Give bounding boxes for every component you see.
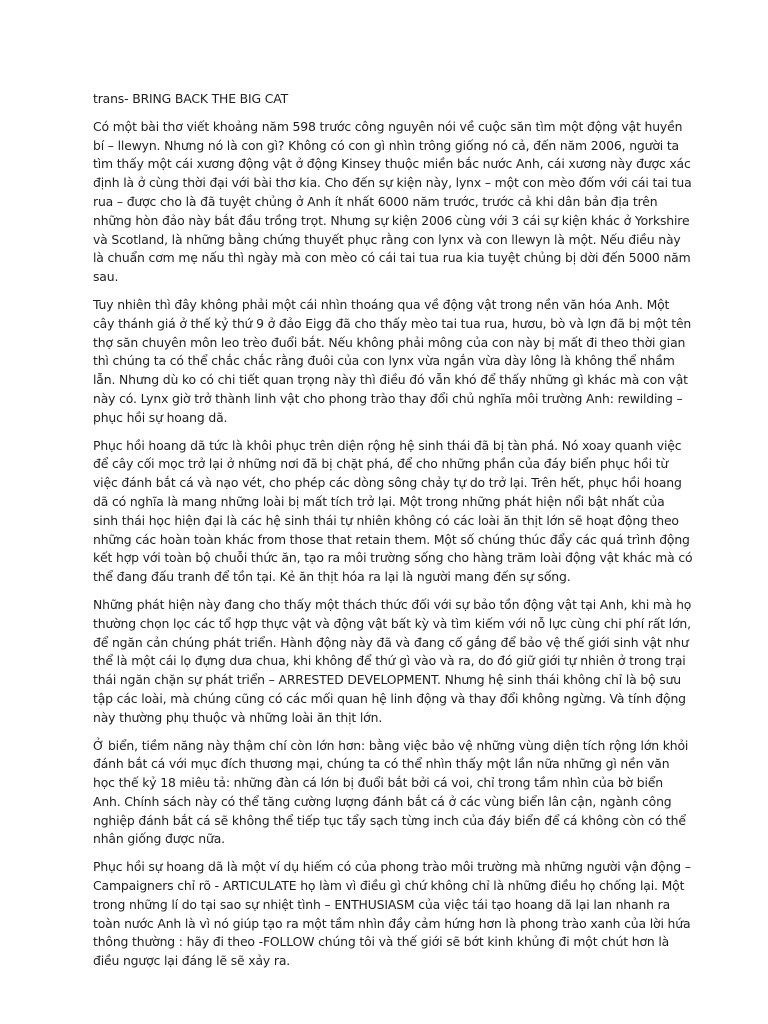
- paragraph-1: Có một bài thơ viết khoảng năm 598 trước công nguyên nói về cuộc săn tìm một động vật huyền bí – llewyn. Nhưng nó là con gì? Không có con gì nhìn trông giống nó cả, đến năm 2006, người ta tìm thấy một cái xương động vật ở động Kinsey thuộc miền bắc nước Anh, cái xương này được xác định là ở cùng thời đại với bài thơ kia. Cho đến sự kiện này, lynx – một con mèo đốm với cái tai tua rua – được cho là đã tuyệt chủng ở Anh ít nhất 6000 năm trước, trước cả khi dân bản địa trên những hòn đảo này bắt đầu trồng trọt. Nhưng sự kiện 2006 cùng với 3 cái sự kiện khác ở Yorkshire và Scotland, là những bằng chứng thuyết phục rằng con lynx và con llewyn là một. Nếu điều này là chuẩn cơm mẹ nấu thì ngày mà con mèo có cái tai tua rua kia tuyệt chủng bị dời đến 5000 năm sau.: [93, 118, 692, 285]
- paragraph-5: Ở biển, tiềm năng này thậm chí còn lớn hơn: bằng việc bảo vệ những vùng diện tích rộng lớn khỏi đánh bắt cá với mục đích thương mại, chúng ta có thể nhìn thấy một lần nữa những gì nền văn học thế kỷ 18 miêu tả: những đàn cá lớn bị đuổi bắt bởi cá voi, chỉ trong tầm nhìn của bờ biển Anh. Chính sách này có thể tăng cường lượng đánh bắt cá ở các vùng biển lân cận, ngành công nghiệp đánh bắt cá sẽ không thể tiếp tục tẩy sạch từng inch của đáy biển để cá không còn có thể nhân giống được nữa.: [93, 737, 689, 847]
- paragraph-6: Phục hồi sự hoang dã là một ví dụ hiếm có của phong trào môi trường mà những người vận động – Campaigners chỉ rõ - ARTICULATE họ làm vì điều gì chứ không chỉ là những điều họ chống lại. Một trong những lí do tại sao sự nhiệt tình – ENTHUSIASM của việc tái tạo hoang dã lại lan nhanh ra toàn nước Anh là vì nó giúp tạo ra một tầm nhìn đầy cảm hứng hơn là phong trào xanh của lời hứa thông thường : hãy đi theo -FOLLOW chúng tôi và thế giới sẽ bớt kinh khủng đi một chút hơn là điều ngược lại đáng lẽ sẽ xảy ra.: [93, 859, 691, 969]
- paragraph-2: Tuy nhiên thì đây không phải một cái nhìn thoáng qua về động vật trong nền văn hóa Anh. Một cây thánh giá ở thế kỷ thứ 9 ở đảo Eigg đã cho thấy mèo tai tua rua, hươu, bò và lợn đã bị một tên thợ săn chuyên môn leo trèo đuổi bắt. Nếu không phải mông của con này bị mất đi theo thời gian thì chúng ta có thể chắc chắc rằng đuôi của con lynx vừa ngắn vừa dày lông là không thể nhầm lẫn. Nhưng dù ko có chi tiết quan trọng này thì điều đó vẫn khó để thấy những gì khác mà con vật này có. Lynx giờ trở thành linh vật cho phong trào thay đổi chủ nghĩa môi trường Anh: rewilding – phục hồi sự hoang dã.: [93, 296, 692, 425]
- document-page: [93, 90, 693, 980]
- paragraph-3: Phục hồi hoang dã tức là khôi phục trên diện rộng hệ sinh thái đã bị tàn phá. Nó xoay quanh việc để cây cối mọc trở lại ở những nơi đã bị chặt phá, để cho những phần của đáy biển phục hồi từ việc đánh bắt cá và nạo vét, cho phép các dòng sông chảy tự do trở lại. Trên hết, phục hồi hoang dã có nghĩa là mang những loài bị mất tích trở lại. Một trong những phát hiện nổi bật nhất của sinh thái học hiện đại là các hệ sinh thái tự nhiên không có các loài ăn thịt lớn sẽ hoạt động theo những các hoàn toàn khác from those that retain them. Một số chúng thúc đẩy các quá trình động kết hợp với toàn bộ chuỗi thức ăn, tạo ra môi trường sống cho hàng trăm loài động vật khác mà có thể đang đấu tranh để tồn tại. Kẻ ăn thịt hóa ra lại là người mang đến sự sống.: [93, 437, 693, 585]
- document-title: trans- BRING BACK THE BIG CAT: [93, 91, 289, 106]
- paragraph-4: Những phát hiện này đang cho thấy một thách thức đối với sự bảo tồn động vật tại Anh, khi mà họ thường chọn lọc các tổ hợp thực vật và động vật bất kỳ và tìm kiếm với nỗ lực cùng chi phí rất lớn, để ngăn cản chúng phát triển. Hành động này đã và đang cố gắng để bảo vệ thế giới sinh vật như thể là một cái lọ đựng dưa chua, khi không để thứ gì vào và ra, do đó giữ giới tự nhiên ở trong trại thái ngăn chặn sự phát triển – ARRESTED DEVELOPMENT. Nhưng hệ sinh thái không chỉ là bộ sưu tập các loài, mà chúng cũng có các mối quan hệ linh động và thay đổi không ngừng. Và tính động này thường phụ thuộc và những loài ăn thịt lớn.: [93, 596, 692, 725]
